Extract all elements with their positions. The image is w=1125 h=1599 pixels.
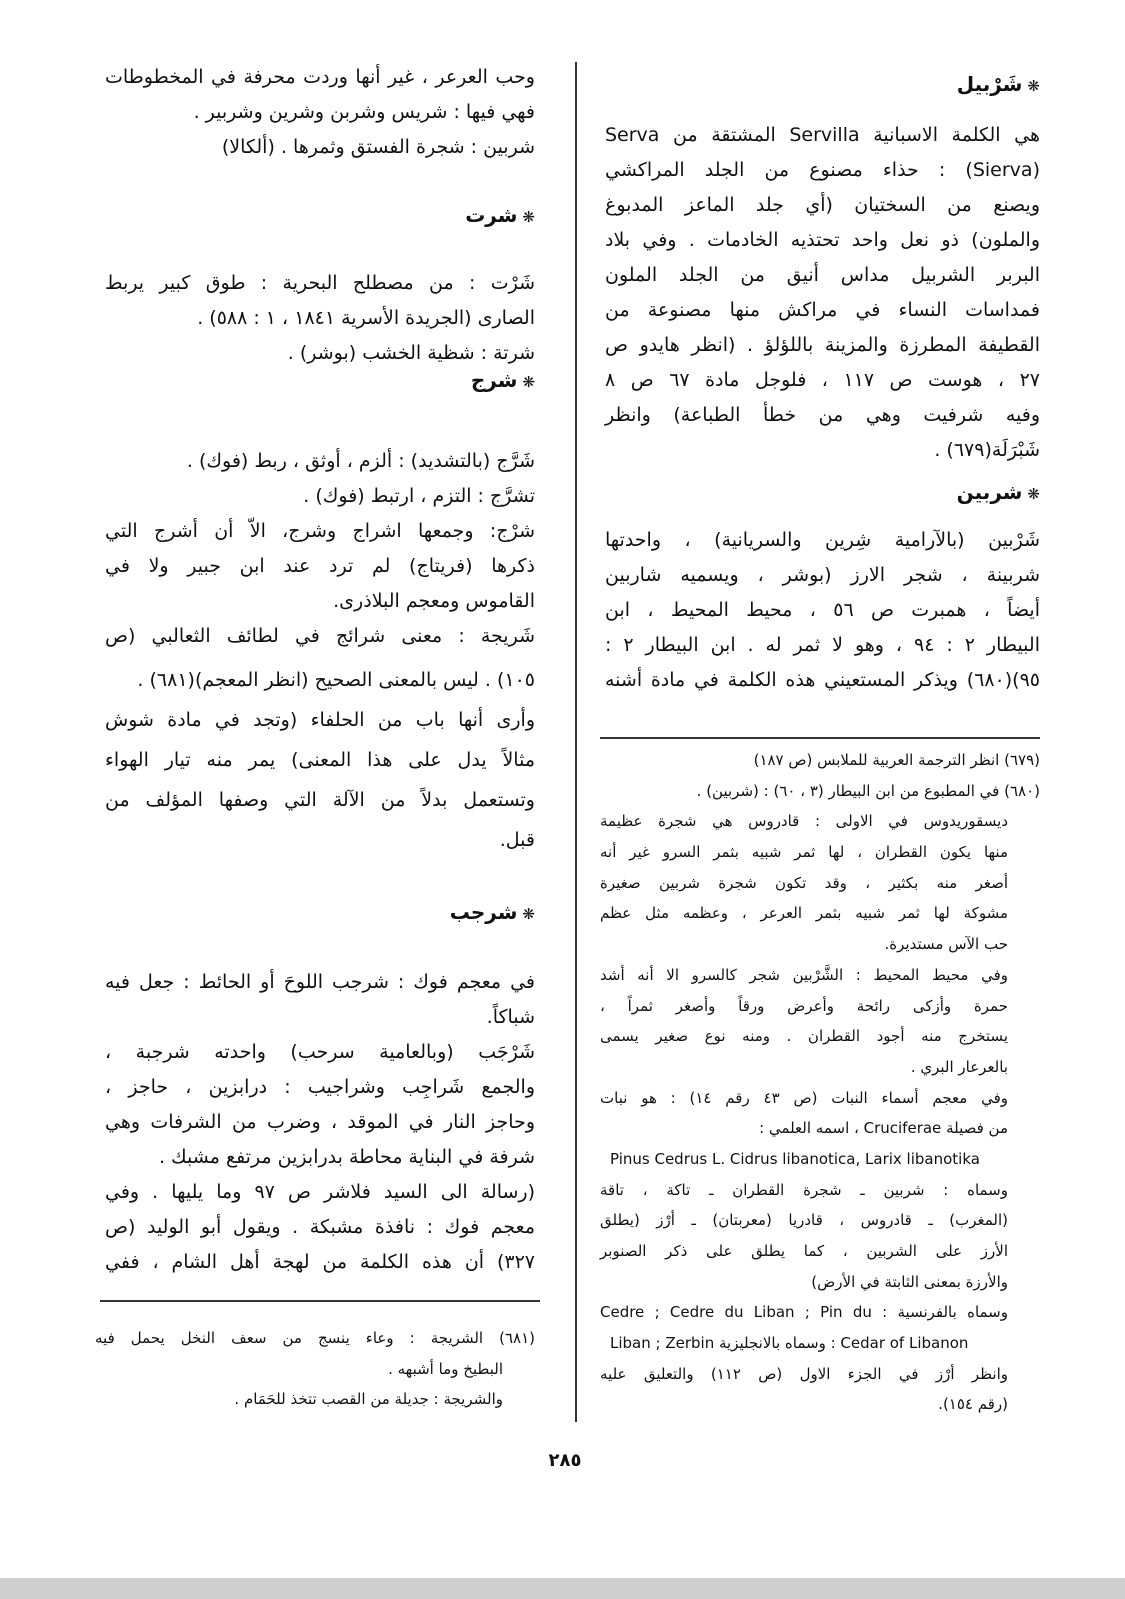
entry-body-shart [105,266,535,371]
text-line: شرْج: وجمعها اشراج وشرج، الاّ أن أشرج التي [105,520,535,542]
footnote-line: وفي معجم أسماء النبات (ص ٤٣ رقم ١٤) : هو نبات [600,1088,1009,1107]
heading-text: شرجب [449,900,518,924]
entry-body-sharj-b [105,660,535,860]
footnote-divider [600,737,1040,739]
asterisk-icon: ❋ [522,373,535,391]
footnotes-right [600,745,1040,1420]
text-line: البيطار ٢ : ٩٤ ، وهو لا ثمر له . ابن البيطار ٢ : [605,634,1040,656]
text-line: شربينة ، شجر الارز (بوشر ، ويسميه شاربين [605,564,1040,586]
text-line: هي الكلمة الاسبانية Servilla المشتقة من Serva [605,124,1040,146]
text-line: معجم فوك : نافذة مشبكة . ويقول أبو الوليد (ص [105,1216,535,1238]
text-line: شَرَّج (بالتشديد) : ألزم ، أوثق ، ربط (فوك) . [186,450,535,472]
text-line: (Sierva) : حذاء مصنوع من الجلد المراكشي [605,159,1040,181]
footnote-line: Pinus Cedrus L. Cidrus libanotica, Larix libanotika [610,1149,980,1168]
entry-heading-sharjab [450,900,535,924]
scan-bottom-edge [0,1578,1125,1599]
footnote-line: وانظر أرْز في الجزء الاول (ص ١١٢) والتعليق عليه [600,1364,1008,1383]
footnote-line: (٦٨١) الشريجة : وعاء ينسج من سعف النخل يحمل فيه [95,1329,535,1347]
entry-heading-sharbil [957,72,1040,96]
text-line: وحب العرعر ، غير أنها وردت محرفة في المخطوطات [105,66,535,88]
footnote-line: وفي محيط المحيط : الشَّرْبين شجر كالسرو الا أنه أشد [600,965,1008,984]
text-line: شَرْبين (بالآرامية شِرين والسريانية) ، واحدتها [605,529,1040,551]
entry-heading-sharbin [957,480,1040,504]
entry-body-sharjab [105,965,535,1280]
text-line: وتستعمل بدلاً من الآلة التي وصفها المؤلف من [105,789,535,811]
asterisk-icon: ❋ [1027,77,1040,95]
footnote-line: البطيخ وما أشبهه . [388,1359,503,1378]
footnote-line: مشوكة لها ثمر شبيه بثمر العرعر ، وعظمه مثل عظم [600,904,1008,923]
text-line: والملون) ذو نعل واحد تحتذيه الخادمات . وفي بلاد [605,229,1040,251]
text-line: شباكاً. [486,1006,535,1028]
footnote-divider [100,1300,540,1302]
entry-body-sharbin [605,523,1040,698]
text-line: ويصنع من السختيان (أي جلد الماعز المدبوغ [605,194,1040,216]
asterisk-icon: ❋ [522,208,535,226]
footnote-line: يستخرج منه أجود القطران . ومنه نوع صغير يسمى [600,1027,1008,1046]
footnote-line: حمرة وأزكى رائحة وأعرض ورقاً وأصغر ثمراً ، [600,996,1008,1015]
text-line: البربر الشربيل مداس أنيق من الجلد الملون [605,264,1040,286]
footnote-line: (٦٧٩) انظر الترجمة العربية للملابس (ص ١٨٧) [753,751,1040,769]
column-divider [575,62,577,1422]
entry-body-sharj-a [105,444,535,654]
text-line: فهي فيها : شريس وشربن وشرين وشربير . [193,101,535,123]
footnote-line: من فصيلة Cruciferae ، اسمه العلمي : [759,1119,1008,1138]
text-line: شَرْت : من مصطلح البحرية : طوق كبير يربط [105,272,535,294]
footnote-line: (رقم ١٥٤). [938,1395,1008,1414]
text-line: وحاجز النار في الموقد ، وضرب من الشرفات وهي [105,1111,535,1133]
text-line: ذكرها (فريتاج) لم ترد عند ابن جبير ولا في [105,555,535,577]
text-line: شرفة في البناية محاطة بدرابزين مرتفع مشبك . [158,1146,535,1168]
text-line: الصارى (الجريدة الأسرية ١٨٤١ ، ١ : ٥٨٨) . [197,307,535,329]
footnote-line: والأرزة بمعنى الثابتة في الأرض) [811,1272,1008,1291]
asterisk-icon: ❋ [522,905,535,923]
text-line: (رسالة الى السيد فلاشر ص ٩٧ وما يليها . وفي [105,1181,535,1203]
footnote-line: الأرز على الشربين ، كما يطلق على ذكر الصنوبر [600,1242,1008,1260]
heading-text: شَرْبيل [956,72,1023,96]
text-line: وأرى أنها باب من الحلفاء (وتجد في مادة شوش [105,709,535,731]
continuation-text [105,60,535,165]
text-line: مثالاً يدل على هذا المعنى) يمر منه تيار الهواء [105,749,535,771]
footnote-line: Liban ; Zerbin وسماه بالانجليزية : Cedar of Libanon [610,1334,969,1353]
text-line: تشرَّج : التزم ، ارتبط (فوك) . [303,485,535,507]
text-line: القاموس ومعجم البلاذرى. [333,590,535,612]
footnote-line: منها يكون القطران ، لها ثمر شبيه بثمر السرو غير أنه [600,843,1008,862]
footnote-line: أصغر منه بكثير ، وقد تكون شجرة شربين صغيرة [600,873,1008,892]
heading-text: شرج [470,368,518,392]
text-line: ٩٥)(٦٨٠) ويذكر المستعيني هذه الكلمة في مادة أشنه [605,669,1040,691]
heading-text: شرت [465,203,518,227]
text-line: فمداسات النساء في مراكش منها مصنوعة من [605,299,1040,321]
footnote-line: (٦٨٠) في المطبوع من ابن البيطار (٣ ، ٦٠) : (شربين) . [696,781,1040,800]
footnotes-left [95,1323,535,1415]
footnote-line: والشريجة : جديلة من القصب تتخذ للحَمَام . [234,1390,503,1409]
text-line: شرتة : شظية الخشب (بوشر) . [287,342,535,364]
text-line: وفيه شرفيت وهي من خطأ الطباعة) وانظر [605,404,1040,426]
footnote-line: وسماه بالفرنسية : Cedre ; Cedre du Liban ; Pin du [600,1303,1008,1322]
entry-body-sharbil [605,118,1040,468]
text-line: قبل. [499,829,535,851]
text-line: شربين : شجرة الفستق وثمرها . (ألكالا) [221,136,535,158]
footnote-line: وسماه : شربين ـ شجرة القطران ـ تاكة ، تاقة [600,1180,1008,1199]
entry-heading-shart [465,203,535,227]
text-line: أيضاً ، همبرت ص ٥٦ ، محيط المحيط ، ابن [605,599,1041,621]
footnote-line: حب الآس مستديرة. [884,935,1008,954]
text-line: والجمع شَراجِب وشراجيب : درابزين ، حاجز ، [105,1076,535,1098]
text-line: ١٠٥) . ليس بالمعنى الصحيح (انظر المعجم)(٦٨١) . [137,669,535,691]
entry-heading-sharj [471,368,535,392]
text-line: ٢٧ ، هوست ص ١١٧ ، فلوجل مادة ٦٧ ص ٨ [605,369,1040,391]
text-line: شَرْجَب (وبالعامية سرحب) واحدته شرجبة ، [105,1041,535,1063]
page-number: ٢٨٥ [548,1450,582,1471]
text-line: في معجم فوك : شرجب اللوحَ أو الحائط : جعل فيه [105,971,535,993]
footnote-line: ديسقوريدوس في الاولى : قادروس هي شجرة عظيمة [600,812,1008,831]
asterisk-icon: ❋ [1027,485,1040,503]
text-line: ٣٢٧) أن هذه الكلمة من لهجة أهل الشام ، ففي [105,1251,535,1273]
text-line: شَبْرَلَة(٦٧٩) . [934,439,1040,461]
footnote-line: (المغرب) ـ قادروس ، قادريا (معربتان) ـ أرْز (يطلق [600,1211,1008,1230]
footnote-line: بالعرعار البري . [910,1057,1008,1076]
text-line: القطيفة المطرزة والمزينة باللؤلؤ . (انظر هايدو ص [605,334,1040,356]
text-line: شَريجة : معنى شرائج في لطائف الثعالبي (ص [105,625,535,647]
heading-text: شربين [956,480,1023,504]
